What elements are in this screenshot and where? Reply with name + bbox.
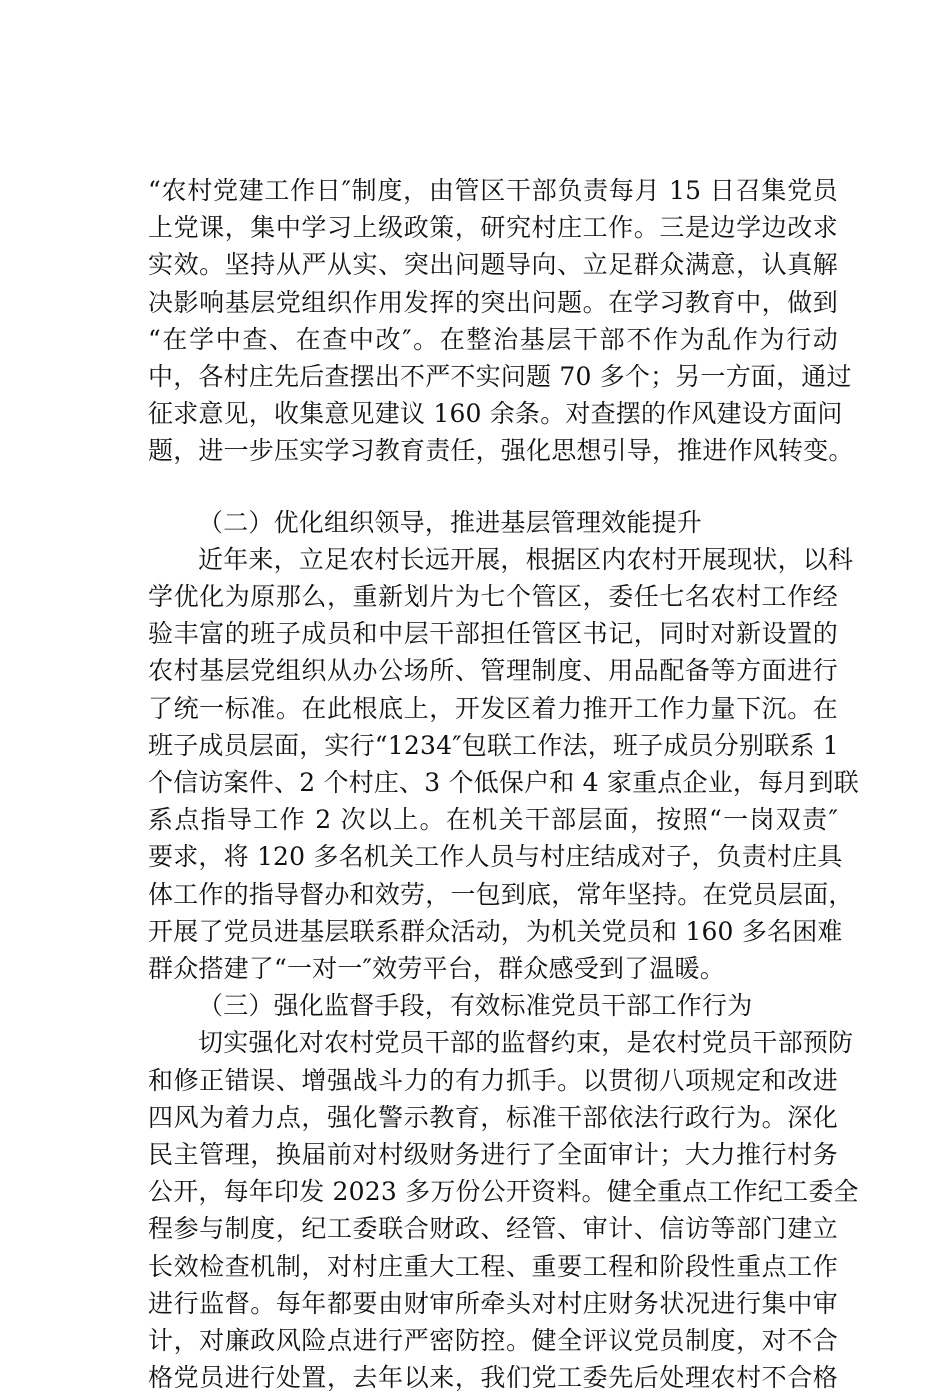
text-line: 计，对廉政风险点进行严密防控。健全评议党员制度，对不合 <box>148 1326 838 1356</box>
text-line: 群众搭建了“一对一″效劳平台，群众感受到了温暖。 <box>148 954 725 984</box>
text-line: 公开，每年印发 2023 多万份公开资料。健全重点工作纪工委全 <box>148 1177 859 1207</box>
text-line: 了统一标准。在此根底上，开发区着力推开工作力量下沉。在 <box>148 693 838 723</box>
text-line: 近年来，立足农村长远开展，根据区内农村开展现状，以科 <box>198 544 854 574</box>
text-line: 进行监督。每年都要由财审所牵头对村庄财务状况进行集中审 <box>148 1288 838 1318</box>
text-line: 征求意见，收集意见建议 160 余条。对查摆的作风建设方面问 <box>148 399 843 429</box>
paragraph-3 <box>148 1024 859 1396</box>
text-line: 和修正错误、增强战斗力的有力抓手。以贯彻八项规定和改进 <box>148 1065 838 1095</box>
text-line: 程参与制度，纪工委联合财政、经管、审计、信访等部门建立 <box>148 1214 838 1244</box>
text-line: 长效检查机制，对村庄重大工程、重要工程和阶段性重点工作 <box>148 1251 838 1281</box>
text-line: “在学中查、在查中改″。在整治基层干部不作为乱作为行动 <box>148 324 838 354</box>
paragraph-spacer <box>148 470 838 504</box>
text-line: 实效。坚持从严从实、突出问题导向、立足群众满意，认真解 <box>148 250 838 280</box>
paragraph-2 <box>148 541 859 987</box>
text-line: “农村党建工作日″制度，由管区干部负责每月 15 日召集党员 <box>148 176 838 205</box>
paragraph-1 <box>148 172 854 470</box>
section-heading-2: （二）优化组织领导，推进基层管理效能提升 <box>198 507 703 537</box>
text-line: 验丰富的班子成员和中层干部担任管区书记，同时对新设置的 <box>148 619 838 649</box>
text-line: 格党员进行处置，去年以来，我们党工委先后处理农村不合格 <box>148 1363 838 1393</box>
text-line: 切实强化对农村党员干部的监督约束，是农村党员干部预防 <box>198 1028 854 1058</box>
document-body <box>148 172 859 1397</box>
text-line: 要求，将 120 多名机关工作人员与村庄结成对子，负责村庄具 <box>148 842 843 872</box>
section-heading-3: （三）强化监督手段，有效标准党员干部工作行为 <box>198 991 753 1021</box>
text-line: 中，各村庄先后查摆出不严不实问题 70 多个；另一方面，通过 <box>148 362 852 392</box>
text-line: 个信访案件、2 个村庄、3 个低保户和 4 家重点企业，每月到联 <box>148 768 859 798</box>
text-line: 体工作的指导督办和效劳，一包到底，常年坚持。在党员层面， <box>148 879 854 909</box>
text-line: 上党课，集中学习上级政策，研究村庄工作。三是边学边改求 <box>148 213 838 243</box>
text-line: 决影响基层党组织作用发挥的突出问题。在学习教育中，做到 <box>148 287 838 317</box>
text-line: 四风为着力点，强化警示教育，标准干部依法行政行为。深化 <box>148 1102 838 1132</box>
text-line: 学优化为原那么，重新划片为七个管区，委任七名农村工作经 <box>148 582 838 612</box>
text-line: 开展了党员进基层联系群众活动，为机关党员和 160 多名困难 <box>148 916 843 946</box>
text-line: 农村基层党组织从办公场所、管理制度、用品配备等方面进行 <box>148 656 838 686</box>
text-line: 题，进一步压实学习教育责任，强化思想引导，推进作风转变。 <box>148 436 854 466</box>
text-line: 系点指导工作 2 次以上。在机关干部层面，按照“一岗双责″ <box>148 805 838 835</box>
text-line: 班子成员层面，实行“1234″包联工作法，班子成员分别联系 1 <box>148 730 839 760</box>
text-line: 民主管理，换届前对村级财务进行了全面审计；大力推行村务 <box>148 1140 838 1170</box>
